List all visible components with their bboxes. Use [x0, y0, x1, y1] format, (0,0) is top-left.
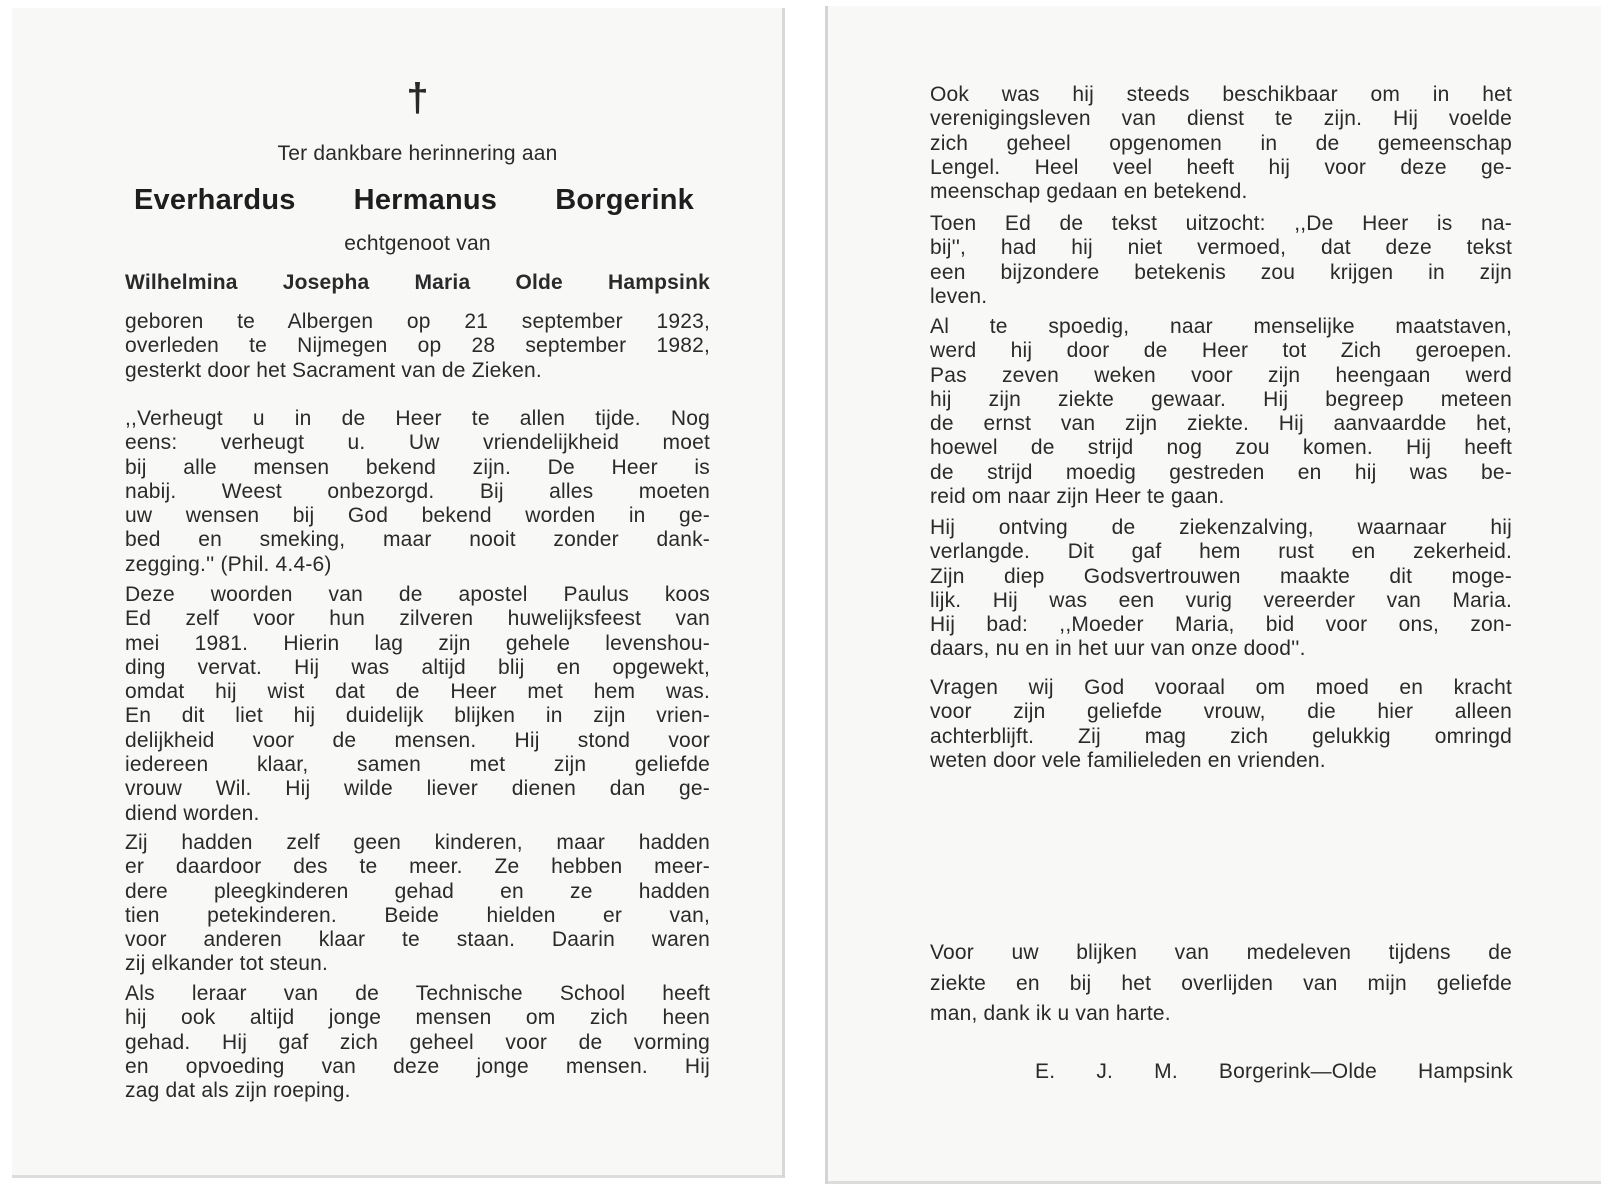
signature: E. J. M. Borgerink—Olde Hampsink — [1035, 1060, 1513, 1083]
text-line: tien petekinderen. Beide hielden er van, — [125, 903, 710, 927]
text-line: Deze woorden van de apostel Paulus koos — [125, 583, 710, 606]
text-line: er daardoor des te meer. Ze hebben meer- — [125, 855, 710, 879]
text-line: werd hij door de Heer tot Zich geroepen. — [930, 339, 1512, 363]
paragraph — [125, 583, 710, 826]
paragraph — [930, 315, 1512, 509]
text-line: zich geheel opgenomen in de gemeenschap — [930, 131, 1512, 155]
text-line: Hij bad: ,,Moeder Maria, bid voor ons, zon- — [930, 613, 1512, 637]
text-line: nabij. Weest onbezorgd. Bij alles moeten — [125, 479, 710, 503]
text-line: zij elkander tot steun. — [125, 952, 329, 976]
text-line: Pas zeven weken voor zijn heengaan werd — [930, 363, 1512, 387]
text-line: meenschap gedaan en betekend. — [930, 180, 1248, 204]
text-line: bed en smeking, maar nooit zonder dank- — [125, 528, 710, 552]
text-line: uw wensen bij God bekend worden in ge- — [125, 504, 710, 528]
text-line: Voor uw blijken van medeleven tijdens de — [930, 941, 1512, 964]
text-line: Lengel. Heel veel heeft hij voor deze ge- — [930, 155, 1512, 179]
text-line: iedereen klaar, samen met zijn geliefde — [125, 753, 710, 777]
text-line: gesterkt door het Sacrament van de Zieken. — [125, 358, 542, 382]
paragraph — [125, 982, 710, 1103]
text-line: diend worden. — [125, 801, 260, 825]
text-line: Ook was hij steeds beschikbaar om in het — [930, 83, 1512, 106]
text-line: en opvoeding van deze jonge mensen. Hij — [125, 1054, 710, 1078]
paragraph — [125, 831, 710, 977]
paragraph — [125, 310, 710, 383]
text-line: En dit liet hij duidelijk blijken in zijn vrien- — [125, 704, 710, 728]
intro-line: Ter dankbare herinnering aan — [277, 142, 558, 165]
text-line: Vragen wij God vooraal om moed en kracht — [930, 676, 1512, 699]
text-line: ziekte en bij het overlijden van mijn geliefde — [930, 971, 1512, 995]
paragraph — [930, 516, 1512, 662]
text-line: dere pleegkinderen gehad en ze hadden — [125, 879, 710, 903]
text-line: Zijn diep Godsvertrouwen maakte dit moge- — [930, 564, 1512, 588]
text-line: achterblijft. Zij mag zich gelukkig omringd — [930, 724, 1512, 748]
text-line: Zij hadden zelf geen kinderen, maar hadden — [125, 831, 710, 854]
text-line: delijkheid voor de mensen. Hij stond voor — [125, 728, 710, 752]
text-line: overleden te Nijmegen op 28 september 1982, — [125, 334, 710, 358]
paragraph — [930, 676, 1512, 773]
paragraph — [125, 407, 710, 577]
text-line: een bijzondere betekenis zou krijgen in zijn — [930, 260, 1512, 284]
text-line: Hij ontving de ziekenzalving, waarnaar hij — [930, 516, 1512, 539]
text-line: mei 1981. Hierin lag zijn gehele levenshou- — [125, 631, 710, 655]
memorial-card-right — [825, 6, 1601, 1184]
thanks-paragraph — [930, 938, 1512, 1030]
text-line: verlangde. Dit gaf hem rust en zekerheid. — [930, 540, 1512, 564]
text-line: man, dank ik u van harte. — [930, 1002, 1171, 1025]
paragraph — [930, 83, 1512, 204]
text-line: bij'', had hij niet vermoed, dat deze tekst — [930, 236, 1512, 260]
text-line: omdat hij wist dat de Heer met hem was. — [125, 680, 710, 704]
text-line: weten door vele familieleden en vrienden. — [930, 748, 1326, 772]
text-line: voor zijn geliefde vrouw, die hier alleen — [930, 700, 1512, 724]
deceased-name: Everhardus Hermanus Borgerink — [134, 184, 694, 216]
spouse-name: Wilhelmina Josepha Maria Olde Hampsink — [125, 271, 710, 294]
text-line: Ed zelf voor hun zilveren huwelijksfeest van — [125, 607, 710, 631]
paragraph — [930, 212, 1512, 309]
memorial-card-left — [12, 8, 785, 1178]
text-line: zag dat als zijn roeping. — [125, 1079, 351, 1103]
text-line: geboren te Albergen op 21 september 1923, — [125, 310, 710, 333]
text-line: daars, nu en in het uur van onze dood''. — [930, 637, 1306, 661]
text-line: hij ook altijd jonge mensen om zich heen — [125, 1006, 710, 1030]
text-line: Als leraar van de Technische School heeft — [125, 982, 710, 1005]
text-line: verenigingsleven van dienst te zijn. Hij voelde — [930, 107, 1512, 131]
text-line: gehad. Hij gaf zich geheel voor de vorming — [125, 1030, 710, 1054]
text-line: de strijd moedig gestreden en hij was be- — [930, 460, 1512, 484]
text-line: lijk. Hij was een vurig vereerder van Maria. — [930, 588, 1512, 612]
text-line: voor anderen klaar te staan. Daarin waren — [125, 928, 710, 952]
text-line: de ernst van zijn ziekte. Hij aanvaardde het, — [930, 412, 1512, 436]
cross-icon: † — [406, 76, 429, 120]
text-line: eens: verheugt u. Uw vriendelijkheid moet — [125, 431, 710, 455]
text-line: ,,Verheugt u in de Heer te allen tijde. Nog — [125, 407, 710, 430]
text-line: leven. — [930, 284, 988, 308]
text-line: hoewel de strijd nog zou komen. Hij heeft — [930, 436, 1512, 460]
text-line: zegging.'' (Phil. 4.4-6) — [125, 552, 332, 576]
text-line: Toen Ed de tekst uitzocht: ,,De Heer is na- — [930, 212, 1512, 235]
text-line: ding vervat. Hij was altijd blij en opgewekt, — [125, 655, 710, 679]
text-line: reid om naar zijn Heer te gaan. — [930, 485, 1225, 509]
text-line: vrouw Wil. Hij wilde liever dienen dan ge- — [125, 777, 710, 801]
text-line: bij alle mensen bekend zijn. De Heer is — [125, 455, 710, 479]
text-line: hij zijn ziekte gewaar. Hij begreep meteen — [930, 387, 1512, 411]
text-line: Al te spoedig, naar menselijke maatstaven, — [930, 315, 1512, 338]
spouse-intro: echtgenoot van — [344, 232, 491, 255]
